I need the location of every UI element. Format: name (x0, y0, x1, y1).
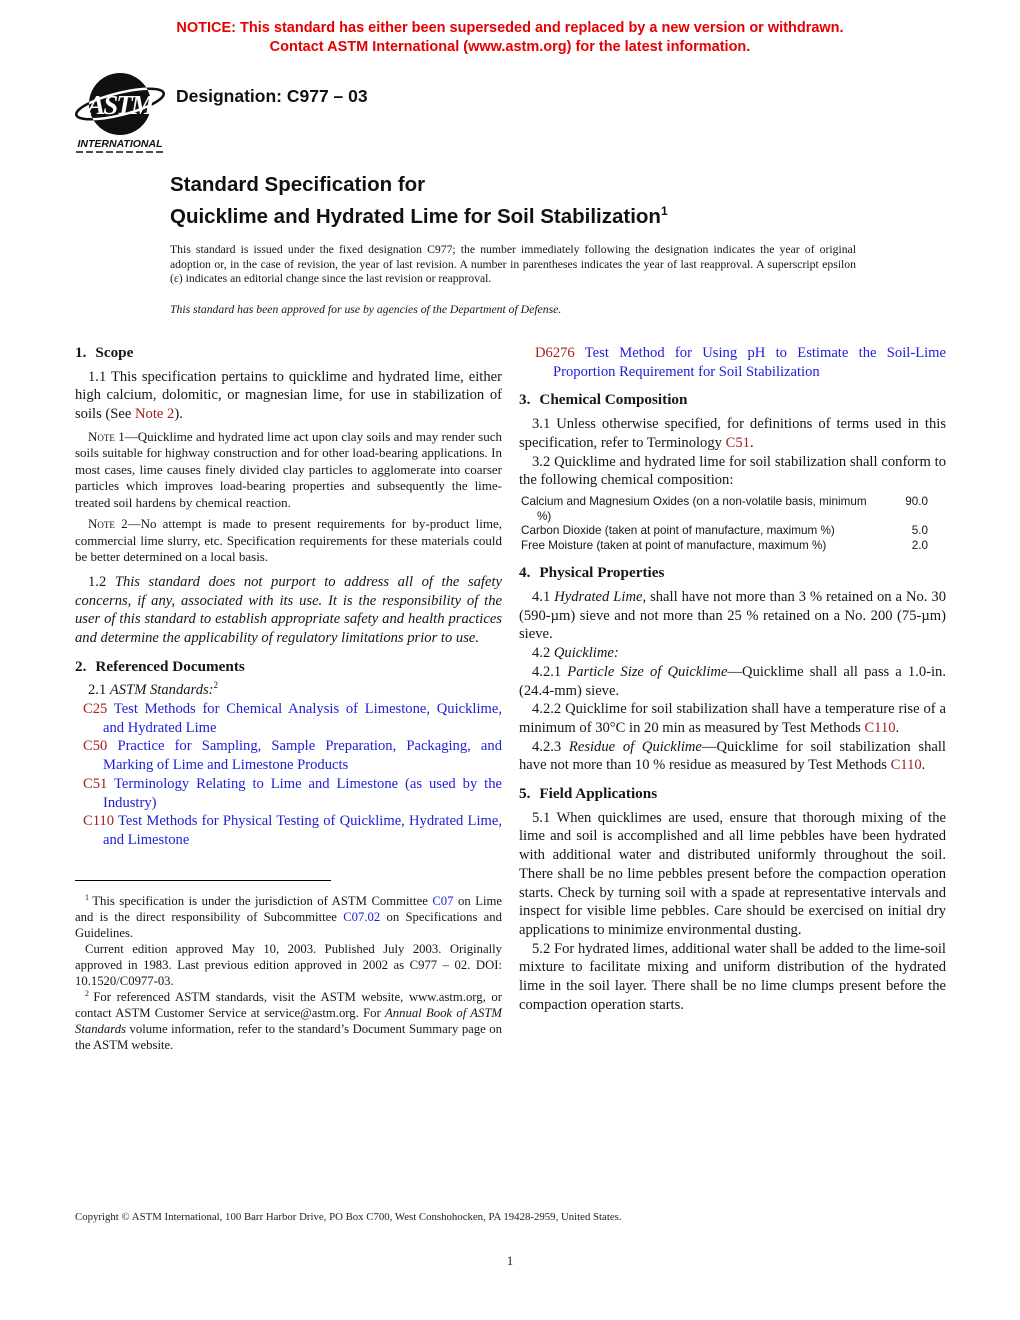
astm-logo-icon (72, 70, 168, 156)
reference-c50 (83, 737, 502, 774)
paragraph-4-2-2-text: 4.2.2 Quicklime for soil stabilization shall have a temperature rise of a minimum of 30°C in 20 min as measured by Test Methods (519, 701, 946, 736)
table-row-value: 2.0 (911, 538, 928, 552)
table-row-label: Calcium and Magnesium Oxides (on a non-volatile basis, minimum %) (521, 494, 867, 523)
reference-c25 (83, 700, 502, 737)
reference-c51-title[interactable]: Terminology Relating to Lime and Limestone (as used by the Industry) (103, 775, 502, 811)
paragraph-4-2-2 (519, 700, 946, 737)
paragraph-4-2 (519, 644, 946, 663)
paragraph-4-2-number: 4.2 (532, 645, 554, 662)
note-2-text: —No attempt is made to present requirements for by-product lime, commercial lime slurry, etc. Specification requirements for these materials could be better determined on a local basis. (75, 516, 502, 565)
footnote-1-end: on Specifications and Guidelines. (75, 909, 502, 940)
astm-logo-acronym: ASTM (87, 90, 153, 120)
designation-line: Designation: C977 – 03 (176, 86, 368, 106)
chemical-composition-table (521, 495, 946, 553)
footnote-2 (75, 989, 502, 1053)
table-row-value: 5.0 (911, 524, 928, 538)
committee-c07-link[interactable]: C07 (432, 893, 454, 908)
astm-logo (72, 70, 168, 161)
section-4-number: 4. (519, 564, 531, 582)
title-footnote-marker: 1 (660, 204, 668, 218)
note-1-text: —Quicklime and hydrated lime act upon clay soils and may render such soils suitable for highway construction and for other load-bearing applications. In most cases, lime causes finely divided clay particles to agglomerate into coarser particles which improves load-bearing properties and subsequently the lime-treated soil hardens by chemical reaction. (75, 428, 502, 510)
paragraph-4-2-3-number: 4.2.3 (532, 738, 569, 755)
section-2-number: 2. (75, 657, 87, 675)
methods-c110-link-2[interactable]: C110 (890, 757, 922, 774)
title-text: Quicklime and Hydrated Lime for Soil Stabilization (170, 204, 661, 228)
section-5-heading (519, 785, 946, 804)
table-row-label: Free Moisture (taken at point of manufacture, maximum %) (521, 538, 827, 552)
paragraph-4-2-1-text: —Quicklime shall all pass a 1.0-in. (24.4-mm) sieve. (519, 663, 946, 699)
paragraph-1-1-end: ). (174, 406, 183, 423)
section-4-title: Physical Properties (539, 564, 665, 582)
footnote-separator (75, 880, 331, 881)
paragraph-1-2-number: 1.2 (88, 573, 115, 590)
dod-approval-line: This standard has been approved for use by agencies of the Department of Defense. (170, 303, 562, 316)
reference-c51 (83, 775, 502, 812)
paragraph-4-2-1-number: 4.2.1 (532, 663, 568, 680)
section-3-heading (519, 391, 946, 410)
footnote-2-end: volume information, refer to the standard’s Document Summary page on the ASTM website. (75, 1021, 502, 1052)
paragraph-4-2-3 (519, 738, 946, 775)
document-title (170, 171, 890, 230)
reference-c110 (83, 812, 502, 849)
paragraph-4-2-3-term: Residue of Quicklime (568, 738, 702, 755)
paragraph-3-1-text: 3.1 Unless otherwise specified, for definitions of terms used in this specification, refer to Terminology (519, 416, 946, 451)
section-1-title: Scope (95, 344, 134, 361)
reference-c51-code[interactable]: C51 (83, 775, 108, 792)
footnote-2-book-title: Annual Book of ASTM Standards (75, 1005, 502, 1036)
paragraph-3-1-end: . (749, 434, 754, 451)
note-1-label: Note 1 (88, 428, 125, 444)
footnote-2-text: For referenced ASTM standards, visit the ASTM website, www.astm.org, or contact ASTM Customer Service at service@astm.org. For (75, 989, 502, 1020)
paragraph-4-2-3-text: —Quicklime for soil stabilization shall have not more than 10 % residue as measured by Test Methods (519, 738, 946, 774)
reference-c50-title[interactable]: Practice for Sampling, Sample Preparation, Packaging, and Marking of Lime and Limestone Products (103, 738, 502, 774)
paragraph-3-2: 3.2 Quicklime and hydrated lime for soil stabilization shall conform to the following chemical composition: (519, 453, 946, 489)
section-1-number: 1. (75, 344, 87, 361)
section-5-title: Field Applications (539, 785, 658, 803)
left-column (75, 344, 502, 1053)
section-1-heading (75, 344, 502, 363)
section-2-heading (75, 658, 502, 677)
paragraph-4-2-1-term: Particle Size of Quicklime (567, 663, 728, 680)
footnote-2-ref-marker: 2 (85, 988, 94, 998)
paragraph-5-2: 5.2 For hydrated limes, additional water shall be added to the lime-soil mixture to facilitate mixing and uniform distribution of the hydrated lime in the soil layer. There shall be no lime clumps present before the compaction operation starts. (519, 940, 946, 1013)
paragraph-2-1 (75, 681, 502, 700)
paragraph-4-2-3-end: . (921, 757, 926, 774)
section-3-number: 3. (519, 391, 531, 409)
paragraph-1-2-text: This standard does not purport to address all of the safety concerns, if any, associated with its use. It is the responsibility of the user of this standard to establish appropriate safety and health practices and determine the applicability of regulatory limitations prior to use. (75, 573, 502, 646)
paragraph-1-1-text: 1.1 This specification pertains to quicklime and hydrated lime, either high calcium, dolomitic, or magnesian lime, for use in stabilization of soils (See (75, 368, 502, 423)
right-column (519, 344, 946, 1053)
paragraph-1-1 (75, 368, 502, 424)
paragraph-2-1-text: ASTM Standards: (109, 682, 214, 699)
section-4-heading (519, 564, 946, 583)
section-5-number: 5. (519, 785, 531, 803)
note-1 (75, 429, 502, 512)
footnote-2-marker: 2 (213, 680, 219, 691)
paragraph-4-1-text: , shall have not more than 3 % retained on a No. 30 (590-µm) sieve and not more than 25 % retained on a No. 200 (75-µm) sieve. (519, 589, 946, 643)
title-line-2 (170, 198, 890, 230)
methods-c110-link[interactable]: C110 (864, 719, 896, 736)
reference-d6276-code[interactable]: D6276 (535, 345, 575, 361)
note-2-link[interactable]: Note 2 (135, 406, 175, 423)
terminology-c51-link[interactable]: C51 (725, 434, 750, 451)
paragraph-1-2 (75, 573, 502, 648)
note-2-label: Note 2 (88, 516, 128, 532)
reference-c110-code[interactable]: C110 (83, 813, 115, 830)
reference-c110-title[interactable]: Test Methods for Physical Testing of Quicklime, Hydrated Lime, and Limestone (103, 813, 502, 848)
reference-c50-code[interactable]: C50 (83, 738, 108, 755)
paragraph-4-1-term: Hydrated Lime (554, 589, 643, 605)
paragraph-3-1 (519, 415, 946, 452)
table-row-label: Carbon Dioxide (taken at point of manufacture, maximum %) (521, 524, 835, 538)
two-column-body (75, 344, 947, 1053)
section-2-title: Referenced Documents (95, 657, 245, 675)
astm-logo-subtext: INTERNATIONAL (77, 138, 163, 150)
note-2 (75, 516, 502, 566)
supersession-notice (0, 19, 1020, 57)
title-line-1: Standard Specification for (170, 173, 426, 196)
footnote-1-mid: on Lime and is the direct responsibility of Subcommittee (75, 893, 502, 924)
copyright-line: Copyright © ASTM International, 100 Barr Harbor Drive, PO Box C700, West Conshohocken, PA 19428-2959, United States. (75, 1211, 622, 1223)
paragraph-2-1-number: 2.1 (88, 682, 110, 699)
notice-line-2: Contact ASTM International (www.astm.org) for the latest information. (269, 39, 751, 55)
notice-line-1: NOTICE: This standard has either been superseded and replaced by a new version or withdrawn. (176, 20, 844, 36)
reference-d6276-title[interactable]: Test Method for Using pH to Estimate the Soil-Lime Proportion Requirement for Soil Stabilization (553, 345, 946, 380)
reference-d6276 (535, 344, 946, 381)
section-3-title: Chemical Composition (539, 391, 688, 409)
footnote-1-text: This specification is under the jurisdiction of ASTM Committee (92, 893, 433, 908)
paragraph-4-2-term: Quicklime: (553, 645, 619, 662)
table-row (521, 524, 946, 539)
footnote-1 (75, 893, 502, 941)
table-row (521, 495, 946, 524)
footnote-1-marker: 1 (85, 892, 93, 902)
table-row-value: 90.0 (905, 494, 928, 508)
reference-c25-code[interactable]: C25 (83, 701, 108, 718)
paragraph-4-2-1 (519, 663, 946, 700)
table-row (521, 539, 946, 554)
issuance-paragraph: This standard is issued under the fixed designation C977; the number immediately following the designation indicates the year of original adoption or, in the case of revision, the year of last revision. A number in parentheses indicates the year of last reapproval. A superscript epsilon (ε) indicates an editorial change since the last revision or reapproval. (170, 243, 856, 285)
paragraph-4-1 (519, 588, 946, 644)
paragraph-4-2-2-end: . (895, 719, 900, 736)
reference-c25-title[interactable]: Test Methods for Chemical Analysis of Limestone, Quicklime, and Hydrated Lime (103, 701, 502, 736)
paragraph-5-1: 5.1 When quicklimes are used, ensure that thorough mixing of the lime and soil is accomplished and all lime pebbles have been hydrated with additional water and distributed uniformly throughout the soil. There shall be no lime pebbles present before the compaction operation starts. Check by turning soil with a spade at representative intervals and inspect for visible lime pebbles. Care should be exercised on initial dry applications to minimize environmental dusting. (519, 809, 946, 938)
subcommittee-c07-02-link[interactable]: C07.02 (343, 909, 381, 924)
footnote-edition: Current edition approved May 10, 2003. Published July 2003. Originally approved in 1983. Last previous edition approved in 2002 as C977 – 02. DOI: 10.1520/C0977-03. (75, 941, 502, 988)
page-number: 1 (506, 1254, 514, 1268)
paragraph-4-1-number: 4.1 (532, 589, 555, 605)
